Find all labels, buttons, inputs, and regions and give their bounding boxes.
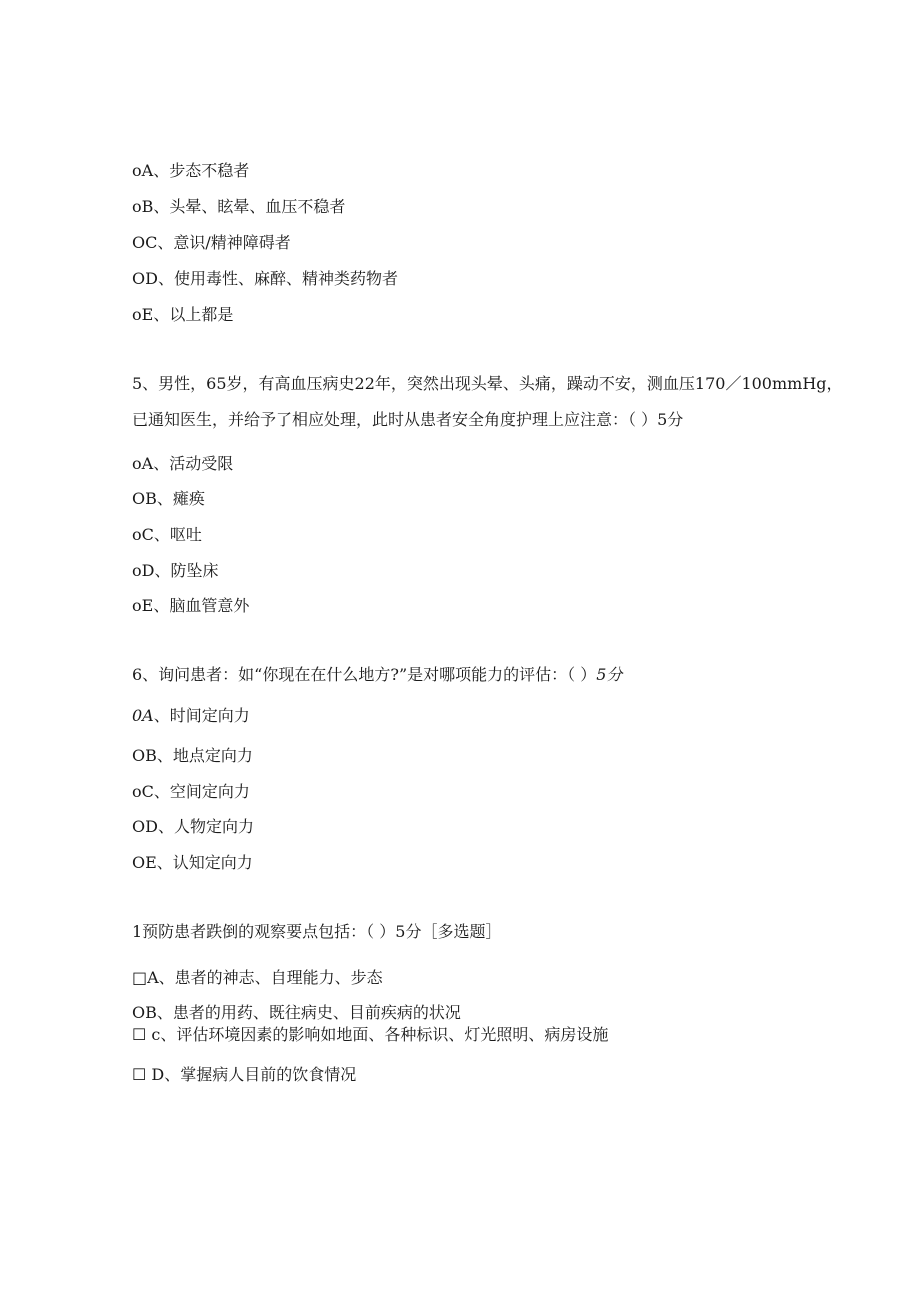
option-a[interactable]: oA、活动受限	[132, 454, 234, 473]
option-d[interactable]: oD、防坠床	[132, 561, 219, 580]
option-c[interactable]: OC、意识/精神障碍者	[132, 233, 291, 252]
question-6-text: 6、询问患者：如“你现在在什么地方?”是对哪项能力的评估：（ ）	[132, 665, 597, 684]
option-d[interactable]: OD、使用毒性、麻醉、精神类药物者	[132, 269, 398, 288]
question-5-stem-line1: 5、男性，65岁，有高血压病史22年，突然出现头晕、头痛，躁动不安，测血压170／100mmHg，	[132, 374, 843, 393]
checkbox-option-c[interactable]: ☐ c、评估环境因素的影响如地面、各种标识、灯光照明、病房设施	[132, 1025, 609, 1044]
option-d[interactable]: OD、人物定向力	[132, 817, 254, 836]
question-6-score: 5分	[596, 665, 623, 684]
checkbox-option-a[interactable]: □A、患者的神志、自理能力、步态	[132, 968, 383, 987]
option-b[interactable]: oB、头晕、眩晕、血压不稳者	[132, 197, 346, 216]
question-7-stem: 1预防患者跌倒的观察要点包括：（ ）5分［多选题］	[132, 922, 502, 941]
option-a[interactable]: oA、步态不稳者	[132, 161, 250, 180]
option-a-marker: 0A	[132, 706, 154, 725]
option-a[interactable]	[132, 706, 250, 726]
option-c[interactable]: oC、空间定向力	[132, 782, 250, 801]
option-c[interactable]: oC、呕吐	[132, 525, 202, 544]
option-e[interactable]: OE、认知定向力	[132, 853, 253, 872]
checkbox-option-d[interactable]: ☐ D、掌握病人目前的饮食情况	[132, 1065, 357, 1084]
option-b[interactable]: OB、瘫痪	[132, 489, 205, 508]
option-e[interactable]: oE、以上都是	[132, 305, 234, 324]
option-e[interactable]: oE、脑血管意外	[132, 596, 250, 615]
question-6-stem	[132, 665, 622, 685]
question-5-stem-line2: 已通知医生，并给予了相应处理，此时从患者安全角度护理上应注意：（ ）5分	[132, 410, 684, 429]
option-a-text: 、时间定向力	[153, 706, 250, 725]
option-b[interactable]: OB、患者的用药、既往病史、目前疾病的状况	[132, 1003, 461, 1022]
option-b[interactable]: OB、地点定向力	[132, 746, 253, 765]
